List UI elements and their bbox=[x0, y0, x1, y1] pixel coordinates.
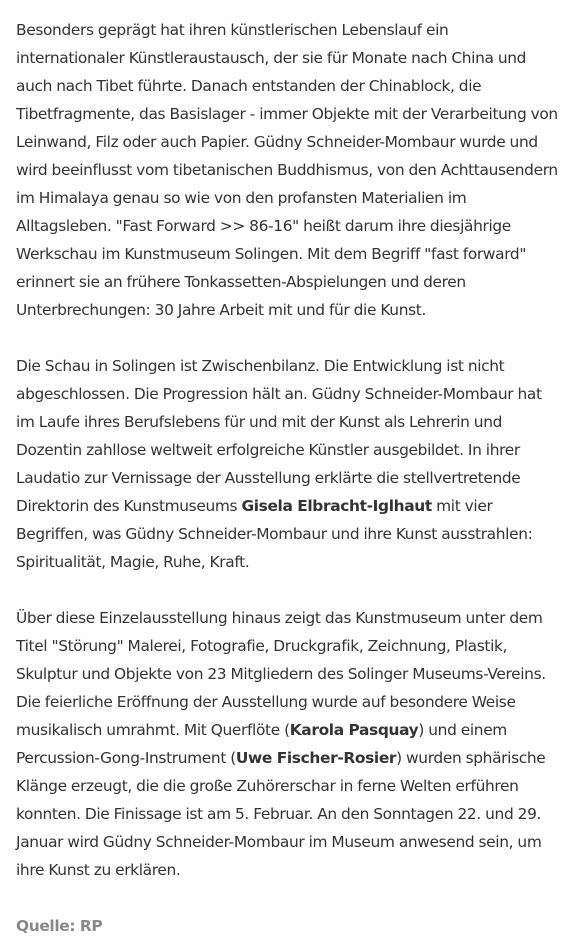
person-name-uwe: Uwe Fischer-Rosier bbox=[235, 749, 397, 767]
person-name-gisela: Gisela Elbracht-Iglhaut bbox=[241, 497, 432, 515]
paragraph-2-text-a: Die Schau in Solingen ist Zwischenbilanz. Die Entwicklung ist nicht abgeschlossen. Die Progression hält an. Güdny Schneider-Mombaur hat im Laufe ihres Berufslebens für und mit der Kunst als Lehrerin und Dozentin zahllose weltweit erfolgreiche Künstler ausgebildet. In ihrer Laudatio zur Vernissage der Ausstellung erklärte die stellvertretende Direktorin des Kunstmuseums bbox=[16, 357, 542, 515]
paragraph-3-text-c: ) wurden sphärische Klänge erzeugt, die die große Zuhörerschar in ferne Welten erführen konnten. Die Finissage ist am 5. Februar. An den Sonntagen 22. und 29. Januar wird Güdny Schneider-Mombaur im Museum anwesend sein, um ihre Kunst zu erklären. bbox=[16, 749, 546, 879]
paragraph-3 bbox=[16, 604, 560, 884]
source-credit: Quelle: RP bbox=[16, 917, 103, 935]
paragraph-1: Besonders geprägt hat ihren künstlerischen Lebenslauf ein internationaler Künstleraustausch, der sie für Monate nach China und auch nach Tibet führte. Danach entstanden der Chinablock, die Tibetfragmente, das Basislager - immer Objekte mit der Verarbeitung von Leinwand, Filz oder auch Papier. Güdny Schneider-Mombaur wurde und wird beeinflusst vom tibetanischen Buddhismus, von den Achttausendern im Himalaya genau so wie von den profansten Materialien im Alltagsleben. "Fast Forward >> 86-16" heißt darum ihre diesjährige Werkschau im Kunstmuseum Solingen. Mit dem Begriff "fast forward" erinnert sie an frühere Tonkassetten-Abspielungen und deren Unterbrechungen: 30 Jahre Arbeit mit und für die Kunst. bbox=[16, 21, 558, 319]
paragraph-3-text-a: Über diese Einzelausstellung hinaus zeigt das Kunstmuseum unter dem Titel "Störung" Malerei, Fotografie, Druckgrafik, Zeichnung, Plastik, Skulptur und Objekte von 23 Mitgliedern des Solinger Museums-Vereins. Die feierliche Eröffnung der Ausstellung wurde auf besondere Weise musikalisch umrahmt. Mit Querflöte ( bbox=[16, 609, 546, 739]
paragraph-2 bbox=[16, 352, 560, 576]
paragraph-3-text-b: ) und einem Percussion-Gong-Instrument ( bbox=[16, 721, 507, 767]
paragraph-2-text-b: mit vier Begriffen, was Güdny Schneider-Mombaur und ihre Kunst ausstrahlen: Spiritualität, Magie, Ruhe, Kraft. bbox=[16, 497, 533, 571]
person-name-karola: Karola Pasquay bbox=[289, 721, 419, 739]
